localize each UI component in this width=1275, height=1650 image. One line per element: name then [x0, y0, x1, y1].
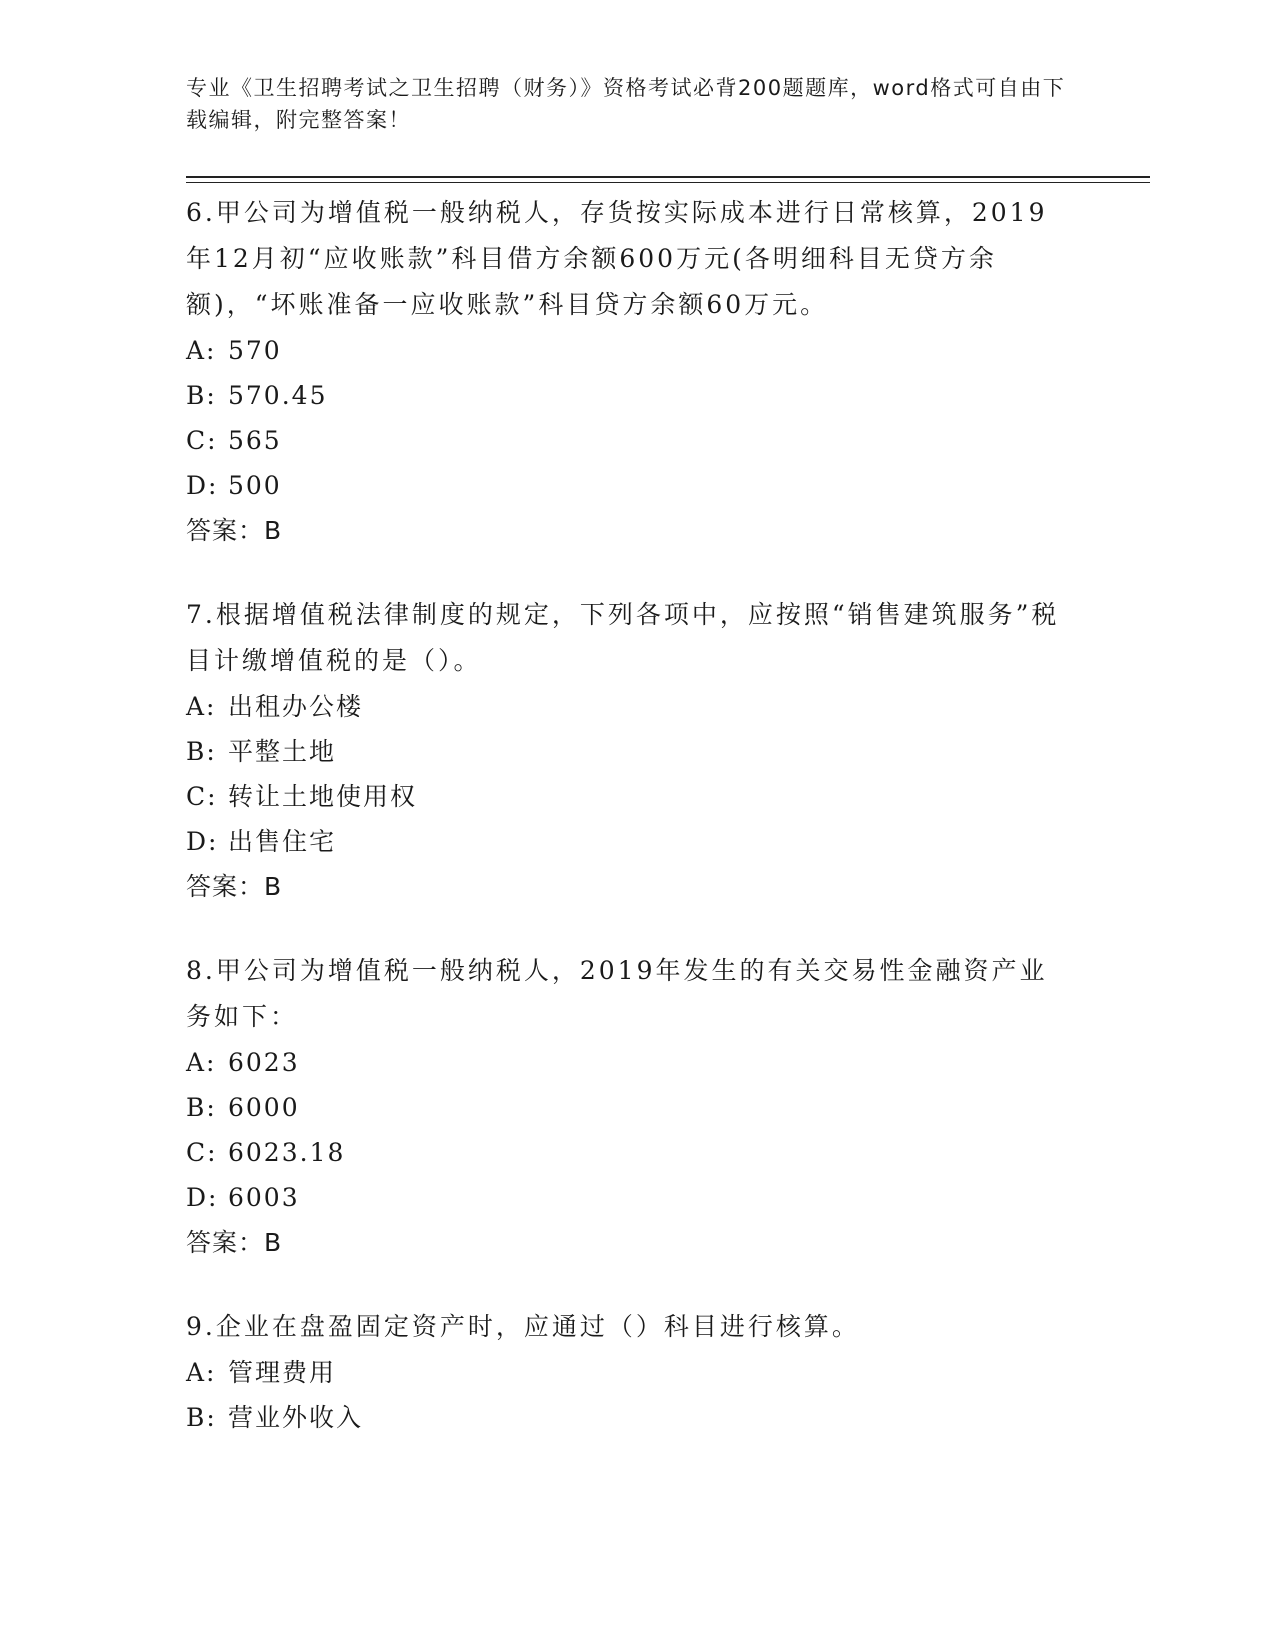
option-text: 营业外收入	[228, 1403, 364, 1432]
option-key: B:	[186, 737, 217, 766]
option-text: 管理费用	[228, 1358, 337, 1387]
option-text: 565	[228, 426, 282, 455]
option-key: C:	[186, 1138, 218, 1167]
option-text: 平整土地	[228, 737, 337, 766]
option-b	[186, 373, 1066, 418]
option-key: B:	[186, 381, 217, 410]
option-key: A:	[186, 692, 217, 721]
question-stem: 6.甲公司为增值税一般纳税人，存货按实际成本进行日常核算，2019年12月初“应收账款”科目借方余额600万元(各明细科目无贷方余额)，“坏账准备一应收账款”科目贷方余额60万元。	[186, 198, 1048, 319]
option-text: 6023.18	[228, 1138, 346, 1167]
question-stem: 9.企业在盘盈固定资产时，应通过（）科目进行核算。	[186, 1312, 860, 1341]
option-key: D:	[186, 1183, 219, 1212]
option-text: 570	[228, 336, 282, 365]
option-key: C:	[186, 426, 218, 455]
question-9	[186, 1304, 1066, 1440]
option-c	[186, 1130, 1066, 1175]
option-key: A:	[186, 1358, 217, 1387]
option-a	[186, 684, 1066, 729]
option-a	[186, 328, 1066, 373]
answer-line: 答案：B	[186, 1228, 283, 1257]
option-a	[186, 1350, 1066, 1395]
question-stem: 7.根据增值税法律制度的规定，下列各项中，应按照“销售建筑服务”税目计缴增值税的是（）。	[186, 600, 1060, 675]
question-list	[186, 190, 1066, 1479]
option-key: B:	[186, 1403, 217, 1432]
option-d	[186, 819, 1066, 864]
option-key: A:	[186, 336, 217, 365]
option-b	[186, 1085, 1066, 1130]
option-text: 6003	[228, 1183, 300, 1212]
answer-line: 答案：B	[186, 516, 283, 545]
option-key: B:	[186, 1093, 217, 1122]
option-d	[186, 463, 1066, 508]
document-header: 专业《卫生招聘考试之卫生招聘（财务）》资格考试必背200题题库，word格式可自由下载编辑，附完整答案！	[186, 76, 1066, 132]
option-key: D:	[186, 827, 219, 856]
option-text: 500	[228, 471, 282, 500]
option-b	[186, 729, 1066, 774]
question-7	[186, 592, 1066, 909]
option-text: 出售住宅	[228, 827, 337, 856]
option-key: A:	[186, 1048, 217, 1077]
question-8	[186, 948, 1066, 1265]
option-c	[186, 418, 1066, 463]
option-d	[186, 1175, 1066, 1220]
option-b	[186, 1395, 1066, 1440]
option-c	[186, 774, 1066, 819]
option-a	[186, 1040, 1066, 1085]
option-text: 570.45	[228, 381, 328, 410]
option-text: 转让土地使用权	[228, 782, 418, 811]
option-text: 6023	[228, 1048, 300, 1077]
option-key: D:	[186, 471, 219, 500]
option-text: 出租办公楼	[228, 692, 364, 721]
question-stem: 8.甲公司为增值税一般纳税人，2019年发生的有关交易性金融资产业务如下：	[186, 956, 1048, 1031]
answer-line: 答案：B	[186, 872, 283, 901]
question-6	[186, 190, 1066, 553]
header-divider-thin	[186, 182, 1150, 183]
header-divider-thick	[186, 176, 1150, 178]
option-text: 6000	[228, 1093, 300, 1122]
option-key: C:	[186, 782, 218, 811]
